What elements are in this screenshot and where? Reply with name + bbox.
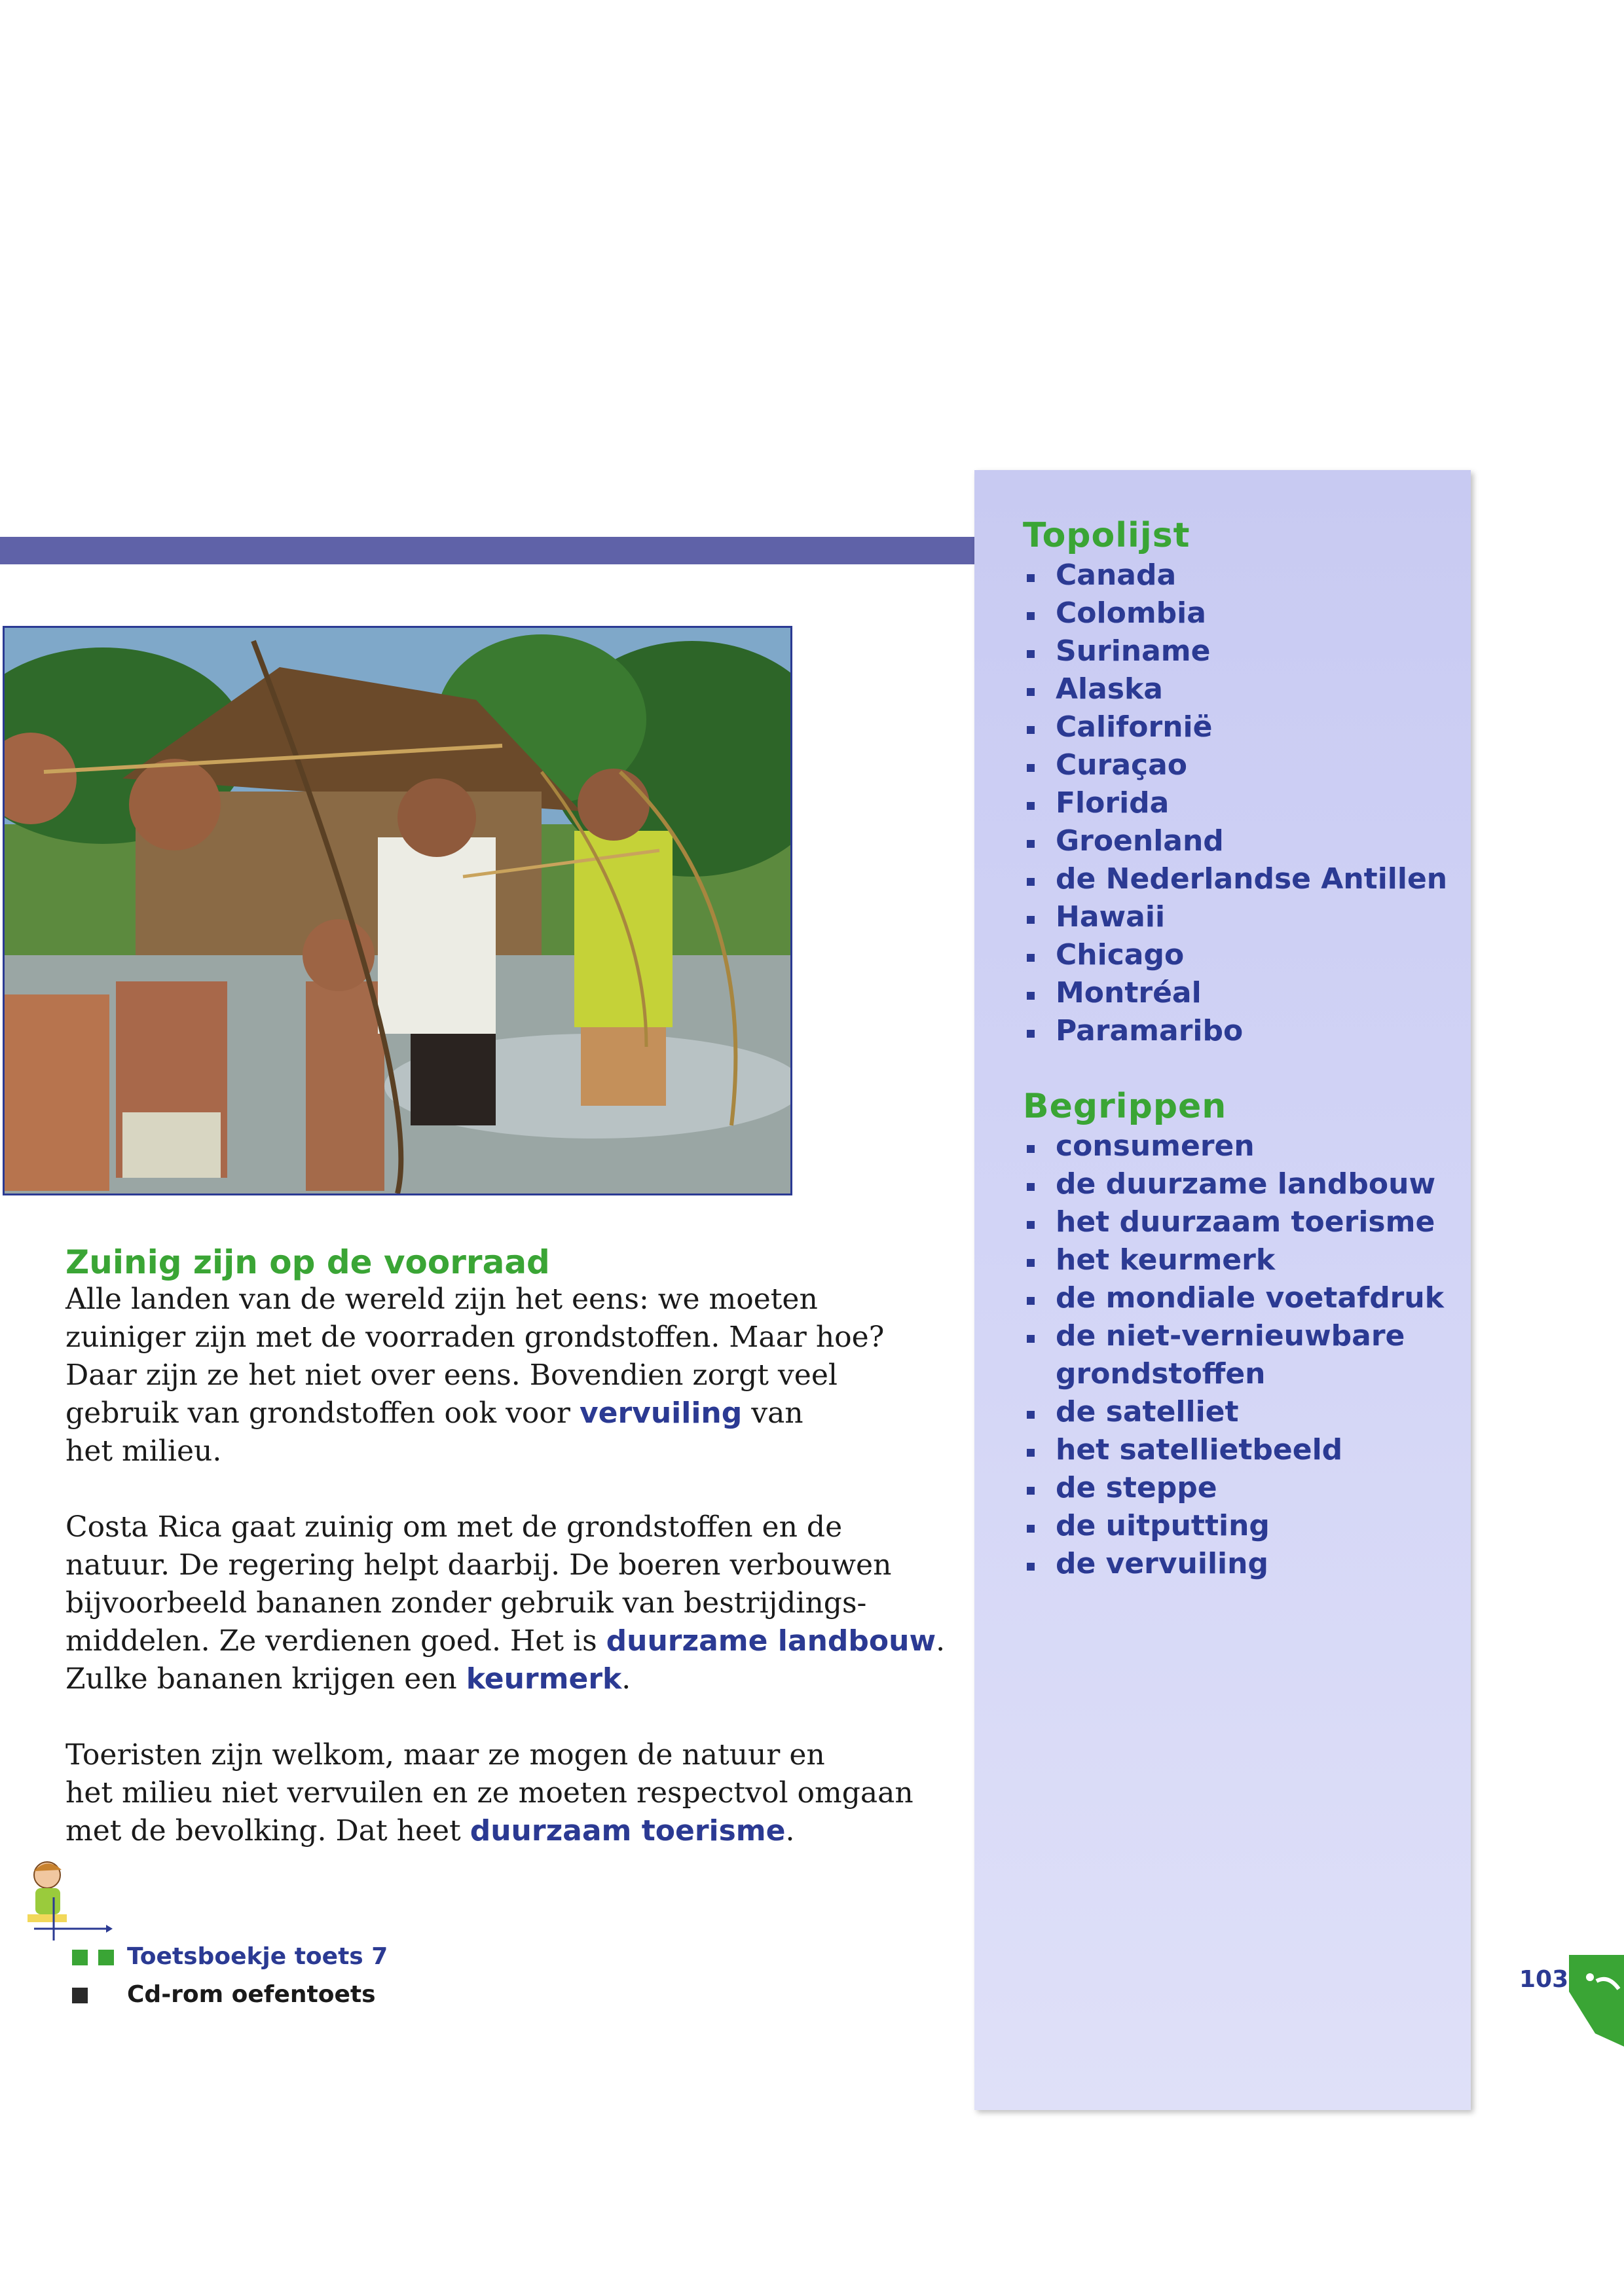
keyword-duurzaam-toerisme: duurzaam toerisme [470, 1814, 786, 1848]
text-fragment: van [742, 1396, 803, 1430]
ref-cdrom-label: Cd-rom oefentoets [127, 1981, 376, 2008]
text-line: Alle landen van de wereld zijn het eens: we moeten [65, 1283, 818, 1316]
text-line: met de bevolking. Dat heet [65, 1814, 470, 1848]
list-item: Colombia [1023, 594, 1447, 632]
text-line: natuur. De regering helpt daarbij. De boeren verbouwen [65, 1548, 892, 1582]
topolijst-title: Topolijst [1023, 516, 1190, 555]
list-item: de niet-vernieuwbare [1023, 1317, 1444, 1355]
list-item: het duurzaam toerisme [1023, 1203, 1444, 1241]
list-item: de mondiale voetafdruk [1023, 1279, 1444, 1317]
text-line: het milieu. [65, 1434, 222, 1468]
paragraph-3 [65, 1736, 969, 1850]
list-item: het keurmerk [1023, 1241, 1444, 1279]
list-item: Californië [1023, 708, 1447, 746]
keyword-duurzame-landbouw: duurzame landbouw [606, 1624, 936, 1658]
list-item: de vervuiling [1023, 1545, 1444, 1583]
paragraph-2 [65, 1508, 969, 1698]
list-item: consumeren [1023, 1127, 1444, 1165]
list-item: Paramaribo [1023, 1012, 1447, 1050]
begrippen-title: Begrippen [1023, 1087, 1227, 1126]
text-line: Costa Rica gaat zuinig om met de grondstoffen en de [65, 1510, 843, 1544]
list-item: de duurzame landbouw [1023, 1165, 1444, 1203]
list-item: de uitputting [1023, 1507, 1444, 1545]
list-item: Canada [1023, 556, 1447, 594]
list-item: Montréal [1023, 974, 1447, 1012]
text-line: Daar zijn ze het niet over eens. Bovendien zorgt veel [65, 1358, 838, 1392]
list-item-continuation: grondstoffen [1056, 1357, 1266, 1391]
list-item: Florida [1023, 784, 1447, 822]
topolijst-list [1023, 556, 1447, 1050]
list-item: de steppe [1023, 1469, 1444, 1507]
article-body [65, 1281, 969, 1888]
green-square-icon [98, 1950, 114, 1965]
list-item: de Nederlandse Antillen [1023, 860, 1447, 898]
green-square-icon [72, 1950, 88, 1965]
header-bar [0, 537, 982, 564]
ref-toets-label: Toetsboekje toets 7 [127, 1943, 388, 1970]
green-page-tab [1569, 1955, 1624, 2047]
list-item: Curaçao [1023, 746, 1447, 784]
list-item: het satellietbeeld [1023, 1431, 1444, 1469]
page-number: 103 [1519, 1966, 1569, 1993]
text-line: middelen. Ze verdienen goed. Het is [65, 1624, 606, 1658]
list-item: Suriname [1023, 632, 1447, 670]
text-line: Zulke bananen krijgen een [65, 1662, 466, 1696]
text-fragment: . [621, 1662, 631, 1696]
list-item: Chicago [1023, 936, 1447, 974]
child-mascot-icon [14, 1857, 113, 1942]
text-line: het milieu niet vervuilen en ze moeten respectvol omgaan [65, 1776, 913, 1810]
begrippen-list [1023, 1127, 1444, 1583]
keyword-vervuiling: vervuiling [579, 1396, 743, 1430]
paragraph-1 [65, 1281, 969, 1470]
list-item: de satelliet [1023, 1393, 1444, 1431]
text-line: gebruik van grondstoffen ook voor [65, 1396, 580, 1430]
list-item: Groenland [1023, 822, 1447, 860]
text-line: Toeristen zijn welkom, maar ze mogen de natuur en [65, 1738, 825, 1772]
text-fragment: . [936, 1624, 946, 1658]
text-fragment: . [785, 1814, 795, 1848]
keyword-keurmerk: keurmerk [466, 1662, 622, 1696]
list-item: Hawaii [1023, 898, 1447, 936]
article-title: Zuinig zijn op de voorraad [65, 1243, 550, 1281]
list-item: Alaska [1023, 670, 1447, 708]
text-line: bijvoorbeeld bananen zonder gebruik van bestrijdings- [65, 1586, 867, 1620]
text-line: zuiniger zijn met de voorraden grondstoffen. Maar hoe? [65, 1321, 885, 1354]
photo-illustration [5, 628, 790, 1194]
photo-children-with-bows [3, 626, 792, 1195]
black-square-icon [72, 1988, 88, 2003]
